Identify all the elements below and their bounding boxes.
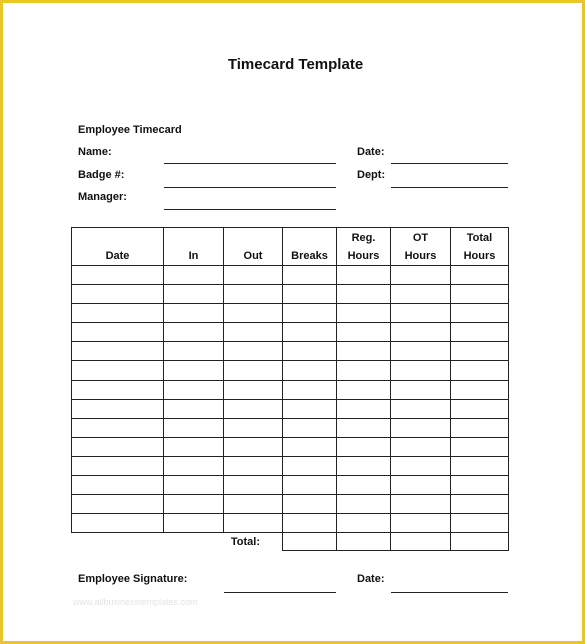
cell-out[interactable] [224, 342, 283, 361]
signature-label: Employee Signature: [78, 573, 188, 585]
cell-date[interactable] [72, 380, 164, 399]
cell-total-hours[interactable] [451, 266, 509, 285]
cell-ot-hours[interactable] [391, 476, 451, 495]
cell-in[interactable] [164, 342, 224, 361]
cell-ot-hours[interactable] [391, 456, 451, 475]
cell-ot-hours[interactable] [391, 437, 451, 456]
cell-date[interactable] [72, 418, 164, 437]
cell-in[interactable] [164, 266, 224, 285]
cell-ot-hours[interactable] [391, 323, 451, 342]
footer-date-label: Date: [357, 573, 385, 585]
cell-out[interactable] [224, 437, 283, 456]
cell-breaks[interactable] [283, 456, 337, 475]
cell-reg-hours[interactable] [337, 380, 391, 399]
cell-total-hours[interactable] [451, 361, 509, 380]
cell-breaks[interactable] [283, 476, 337, 495]
cell-total-hours[interactable] [451, 456, 509, 475]
table-row [72, 342, 509, 361]
cell-in[interactable] [164, 495, 224, 514]
table-row [72, 456, 509, 475]
cell-out[interactable] [224, 495, 283, 514]
cell-reg-hours[interactable] [337, 514, 391, 533]
cell-breaks[interactable] [283, 342, 337, 361]
cell-date[interactable] [72, 495, 164, 514]
total-cell-total-hours[interactable] [451, 533, 509, 551]
cell-breaks[interactable] [283, 514, 337, 533]
cell-reg-hours[interactable] [337, 285, 391, 304]
watermark: www.allbusinesstemplates.com [73, 597, 198, 607]
column-header-total-hours: Total Hours [451, 228, 509, 266]
cell-date[interactable] [72, 285, 164, 304]
cell-breaks[interactable] [283, 380, 337, 399]
cell-date[interactable] [72, 342, 164, 361]
badge-label: Badge #: [78, 169, 125, 181]
cell-ot-hours[interactable] [391, 514, 451, 533]
cell-total-hours[interactable] [451, 342, 509, 361]
cell-reg-hours[interactable] [337, 399, 391, 418]
date-field-line[interactable] [391, 163, 508, 164]
cell-reg-hours[interactable] [337, 456, 391, 475]
cell-ot-hours[interactable] [391, 266, 451, 285]
column-header-breaks: Breaks [283, 228, 337, 266]
cell-out[interactable] [224, 418, 283, 437]
table-row [72, 266, 509, 285]
total-label: Total: [230, 536, 260, 549]
table-row [72, 380, 509, 399]
dept-field-line[interactable] [391, 187, 508, 188]
name-label: Name: [78, 146, 112, 158]
cell-total-hours[interactable] [451, 380, 509, 399]
table-row [72, 514, 509, 533]
dept-label: Dept: [357, 169, 386, 181]
table-total-row [72, 533, 509, 551]
cell-date[interactable] [72, 456, 164, 475]
cell-ot-hours[interactable] [391, 418, 451, 437]
cell-reg-hours[interactable] [337, 304, 391, 323]
total-cell-breaks[interactable] [283, 533, 337, 551]
cell-reg-hours[interactable] [337, 437, 391, 456]
table-row [72, 418, 509, 437]
cell-in[interactable] [164, 456, 224, 475]
cell-in[interactable] [164, 361, 224, 380]
cell-total-hours[interactable] [451, 437, 509, 456]
table-body [72, 266, 509, 533]
cell-out[interactable] [224, 304, 283, 323]
page-title: Timecard Template [227, 56, 364, 73]
cell-ot-hours[interactable] [391, 399, 451, 418]
cell-date[interactable] [72, 266, 164, 285]
cell-out[interactable] [224, 266, 283, 285]
cell-in[interactable] [164, 399, 224, 418]
manager-field-line[interactable] [164, 209, 336, 210]
cell-total-hours[interactable] [451, 495, 509, 514]
table-row [72, 323, 509, 342]
cell-breaks[interactable] [283, 399, 337, 418]
cell-in[interactable] [164, 285, 224, 304]
column-header-reg-hours: Reg. Hours [337, 228, 391, 266]
column-header-ot-hours: OT Hours [391, 228, 451, 266]
cell-date[interactable] [72, 304, 164, 323]
cell-in[interactable] [164, 437, 224, 456]
total-cell-reg-hours[interactable] [337, 533, 391, 551]
cell-ot-hours[interactable] [391, 495, 451, 514]
cell-out[interactable] [224, 399, 283, 418]
cell-total-hours[interactable] [451, 418, 509, 437]
cell-ot-hours[interactable] [391, 285, 451, 304]
cell-reg-hours[interactable] [337, 476, 391, 495]
badge-field-line[interactable] [164, 187, 336, 188]
table-header-row [72, 228, 509, 266]
cell-date[interactable] [72, 437, 164, 456]
cell-date[interactable] [72, 323, 164, 342]
cell-in[interactable] [164, 323, 224, 342]
table-row [72, 304, 509, 323]
cell-out[interactable] [224, 514, 283, 533]
cell-reg-hours[interactable] [337, 361, 391, 380]
cell-ot-hours[interactable] [391, 304, 451, 323]
cell-reg-hours[interactable] [337, 495, 391, 514]
cell-ot-hours[interactable] [391, 361, 451, 380]
cell-reg-hours[interactable] [337, 323, 391, 342]
cell-in[interactable] [164, 380, 224, 399]
footer-date-field-line[interactable] [391, 592, 508, 593]
cell-date[interactable] [72, 514, 164, 533]
cell-breaks[interactable] [283, 266, 337, 285]
cell-date[interactable] [72, 399, 164, 418]
cell-out[interactable] [224, 285, 283, 304]
cell-out[interactable] [224, 323, 283, 342]
cell-total-hours[interactable] [451, 285, 509, 304]
table-row [72, 399, 509, 418]
cell-breaks[interactable] [283, 304, 337, 323]
cell-ot-hours[interactable] [391, 380, 451, 399]
cell-in[interactable] [164, 304, 224, 323]
name-field-line[interactable] [164, 163, 336, 164]
date-label: Date: [357, 146, 385, 158]
table-row [72, 437, 509, 456]
section-heading: Employee Timecard [78, 124, 182, 136]
cell-breaks[interactable] [283, 285, 337, 304]
column-header-out: Out [224, 228, 283, 266]
cell-total-hours[interactable] [451, 323, 509, 342]
cell-out[interactable] [224, 361, 283, 380]
cell-in[interactable] [164, 514, 224, 533]
cell-out[interactable] [224, 380, 283, 399]
total-cell-ot-hours[interactable] [391, 533, 451, 551]
cell-total-hours[interactable] [451, 399, 509, 418]
table-row [72, 361, 509, 380]
cell-breaks[interactable] [283, 323, 337, 342]
cell-in[interactable] [164, 418, 224, 437]
cell-breaks[interactable] [283, 361, 337, 380]
table-row [72, 476, 509, 495]
cell-breaks[interactable] [283, 418, 337, 437]
cell-total-hours[interactable] [451, 304, 509, 323]
cell-reg-hours[interactable] [337, 342, 391, 361]
cell-total-hours[interactable] [451, 514, 509, 533]
cell-in[interactable] [164, 476, 224, 495]
cell-ot-hours[interactable] [391, 342, 451, 361]
cell-out[interactable] [224, 456, 283, 475]
cell-reg-hours[interactable] [337, 266, 391, 285]
cell-total-hours[interactable] [451, 476, 509, 495]
signature-field-line[interactable] [224, 592, 336, 593]
cell-date[interactable] [72, 361, 164, 380]
column-header-in: In [164, 228, 224, 266]
table-row [72, 285, 509, 304]
column-header-date: Date [72, 228, 164, 266]
timecard-table [71, 227, 509, 551]
table-row [72, 495, 509, 514]
manager-label: Manager: [78, 191, 127, 203]
cell-breaks[interactable] [283, 495, 337, 514]
cell-breaks[interactable] [283, 437, 337, 456]
cell-out[interactable] [224, 476, 283, 495]
cell-reg-hours[interactable] [337, 418, 391, 437]
cell-date[interactable] [72, 476, 164, 495]
